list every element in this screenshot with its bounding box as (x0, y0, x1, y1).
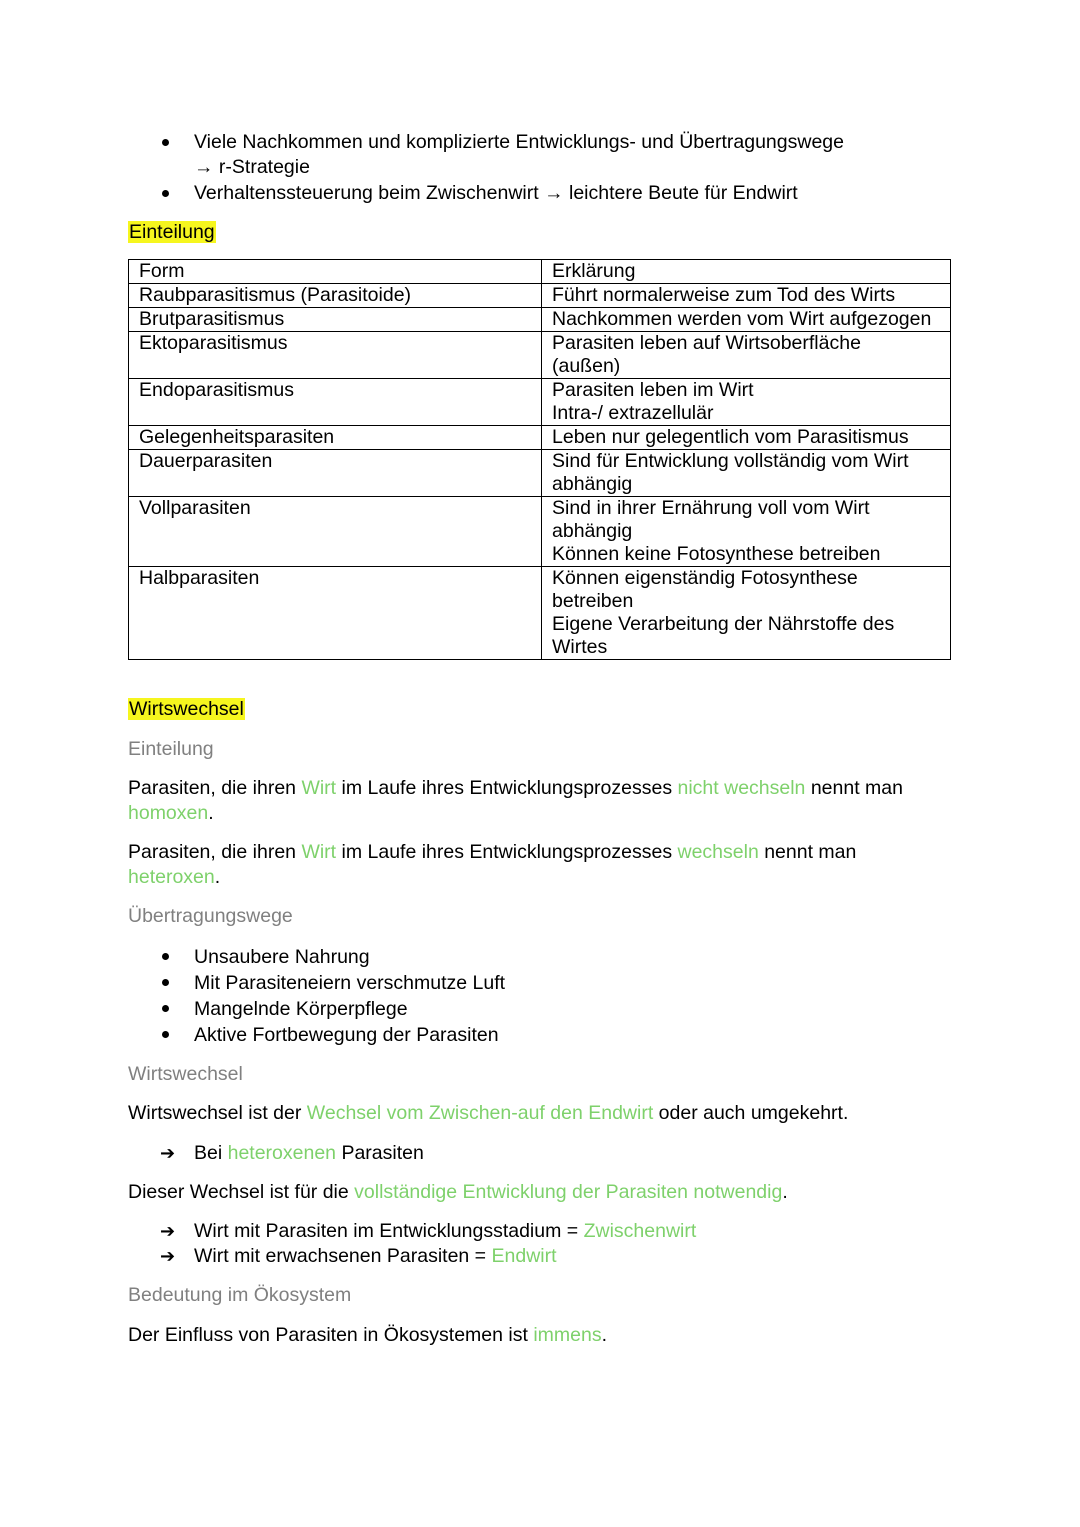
uebertragung-list (160, 944, 505, 1048)
highlighted-heading: Wirtswechsel (129, 698, 244, 720)
term-homoxen: homoxen (128, 801, 209, 824)
bullet-dot-icon (162, 190, 169, 197)
paragraph-heteroxen: Parasiten, die ihren Wirt im Laufe ihres Entwicklungsprozesses wechseln nennt man heteroxen. (128, 841, 857, 888)
table-header-cell: Erklärung (542, 260, 951, 284)
list-item (160, 944, 505, 970)
table-cell-erklaerung (542, 308, 951, 332)
arrow-right-icon: ➔ (160, 1143, 176, 1163)
bullet-dot-icon (162, 953, 169, 960)
table-cell-form: Vollparasiten (129, 497, 542, 567)
table-cell-form: Ektoparasitismus (129, 332, 542, 379)
arrow-line-endwirt: ➔ Wirt mit erwachsenen Parasiten = Endwirt (160, 1245, 557, 1267)
list-item (160, 970, 505, 996)
bullet-dot-icon (162, 139, 169, 146)
cell-line: (außen) (552, 355, 621, 377)
table-row (129, 332, 951, 379)
bullet-sub-line (160, 155, 844, 180)
cell-line: Führt normalerweise zum Tod des Wirts (552, 284, 896, 306)
paragraph-definition: Wirtswechsel ist der Wechsel vom Zwischen-auf den Endwirt oder auch umgekehrt. (128, 1102, 849, 1124)
paragraph-homoxen: Parasiten, die ihren Wirt im Laufe ihres Entwicklungsprozesses nicht wechseln nennt man homoxen. (128, 777, 903, 824)
subheading-bedeutung: Bedeutung im Ökosystem (128, 1284, 352, 1306)
highlighted-heading: Einteilung (129, 221, 215, 243)
table-cell-erklaerung (542, 379, 951, 426)
table-cell-erklaerung (542, 567, 951, 660)
term-heteroxen: heteroxen (128, 865, 215, 888)
cell-line: Parasiten leben auf Wirtsoberfläche (552, 332, 861, 354)
cell-line: Intra-/ extrazellulär (552, 402, 714, 424)
list-item-text: Aktive Fortbewegung der Parasiten (194, 1024, 499, 1046)
cell-line: Können eigenständig Fotosynthese (552, 567, 858, 589)
section-heading-einteilung (128, 220, 216, 245)
table-row (129, 426, 951, 450)
table-cell-form: Halbparasiten (129, 567, 542, 660)
bullet-dot-icon (162, 979, 169, 986)
table-cell-erklaerung (542, 284, 951, 308)
paragraph-dieser: Dieser Wechsel ist für die vollständige Entwicklung der Parasiten notwendig. (128, 1181, 788, 1203)
table-cell-form: Dauerparasiten (129, 450, 542, 497)
cell-line: abhängig (552, 473, 633, 495)
subheading-einteilung: Einteilung (128, 738, 214, 760)
table-cell-erklaerung (542, 450, 951, 497)
list-item (160, 996, 505, 1022)
list-item (160, 1022, 505, 1048)
cell-line: Sind in ihrer Ernährung voll vom Wirt (552, 497, 870, 519)
paragraph-einfluss: Der Einfluss von Parasiten in Ökosystemen ist immens. (128, 1324, 608, 1346)
bullet-text: Viele Nachkommen und komplizierte Entwicklungs- und Übertragungswege (194, 131, 844, 153)
table-row (129, 497, 951, 567)
table-header-cell: Form (129, 260, 542, 284)
cell-line: betreiben (552, 590, 634, 612)
table-cell-form: Gelegenheitsparasiten (129, 426, 542, 450)
cell-line: Parasiten leben im Wirt (552, 379, 754, 401)
table-row (129, 308, 951, 332)
subheading-uebertragungswege: Übertragungswege (128, 905, 293, 927)
list-item-text: Mangelnde Körperpflege (194, 998, 408, 1020)
cell-line: Nachkommen werden vom Wirt aufgezogen (552, 308, 932, 330)
table-header-row (129, 260, 951, 284)
arrow-line-bei: ➔ Bei heteroxenen Parasiten (160, 1142, 424, 1164)
cell-line: Eigene Verarbeitung der Nährstoffe des (552, 613, 895, 635)
table-cell-form: Endoparasitismus (129, 379, 542, 426)
table-row (129, 567, 951, 660)
bullet-sub-text: → r-Strategie (194, 155, 310, 178)
section-heading-wirtswechsel (128, 697, 245, 722)
table-row (129, 379, 951, 426)
table-cell-erklaerung (542, 332, 951, 379)
bullet-item (160, 130, 844, 155)
table-cell-form: Brutparasitismus (129, 308, 542, 332)
bullet-item (160, 181, 844, 206)
cell-line: Können keine Fotosynthese betreiben (552, 543, 881, 565)
subheading-wirtswechsel: Wirtswechsel (128, 1063, 243, 1085)
table-cell-erklaerung (542, 426, 951, 450)
table-row (129, 284, 951, 308)
cell-line: Sind für Entwicklung vollständig vom Wirt (552, 450, 909, 472)
top-bullet-list (160, 130, 844, 206)
table-cell-form: Raubparasitismus (Parasitoide) (129, 284, 542, 308)
bullet-dot-icon (162, 1005, 169, 1012)
arrow-line-zwischenwirt: ➔ Wirt mit Parasiten im Entwicklungsstadium = Zwischenwirt (160, 1220, 697, 1242)
cell-line: Wirtes (552, 636, 608, 658)
cell-line: Leben nur gelegentlich vom Parasitismus (552, 426, 909, 448)
cell-line: abhängig (552, 520, 633, 542)
parasitism-table (128, 259, 951, 660)
arrow-right-icon: ➔ (160, 1221, 176, 1241)
list-item-text: Unsaubere Nahrung (194, 946, 370, 968)
table-row (129, 450, 951, 497)
list-item-text: Mit Parasiteneiern verschmutze Luft (194, 972, 506, 994)
table-cell-erklaerung (542, 497, 951, 567)
bullet-dot-icon (162, 1031, 169, 1038)
arrow-right-icon: ➔ (160, 1246, 176, 1266)
bullet-text: Verhaltenssteuerung beim Zwischenwirt → leichtere Beute für Endwirt (194, 182, 798, 204)
